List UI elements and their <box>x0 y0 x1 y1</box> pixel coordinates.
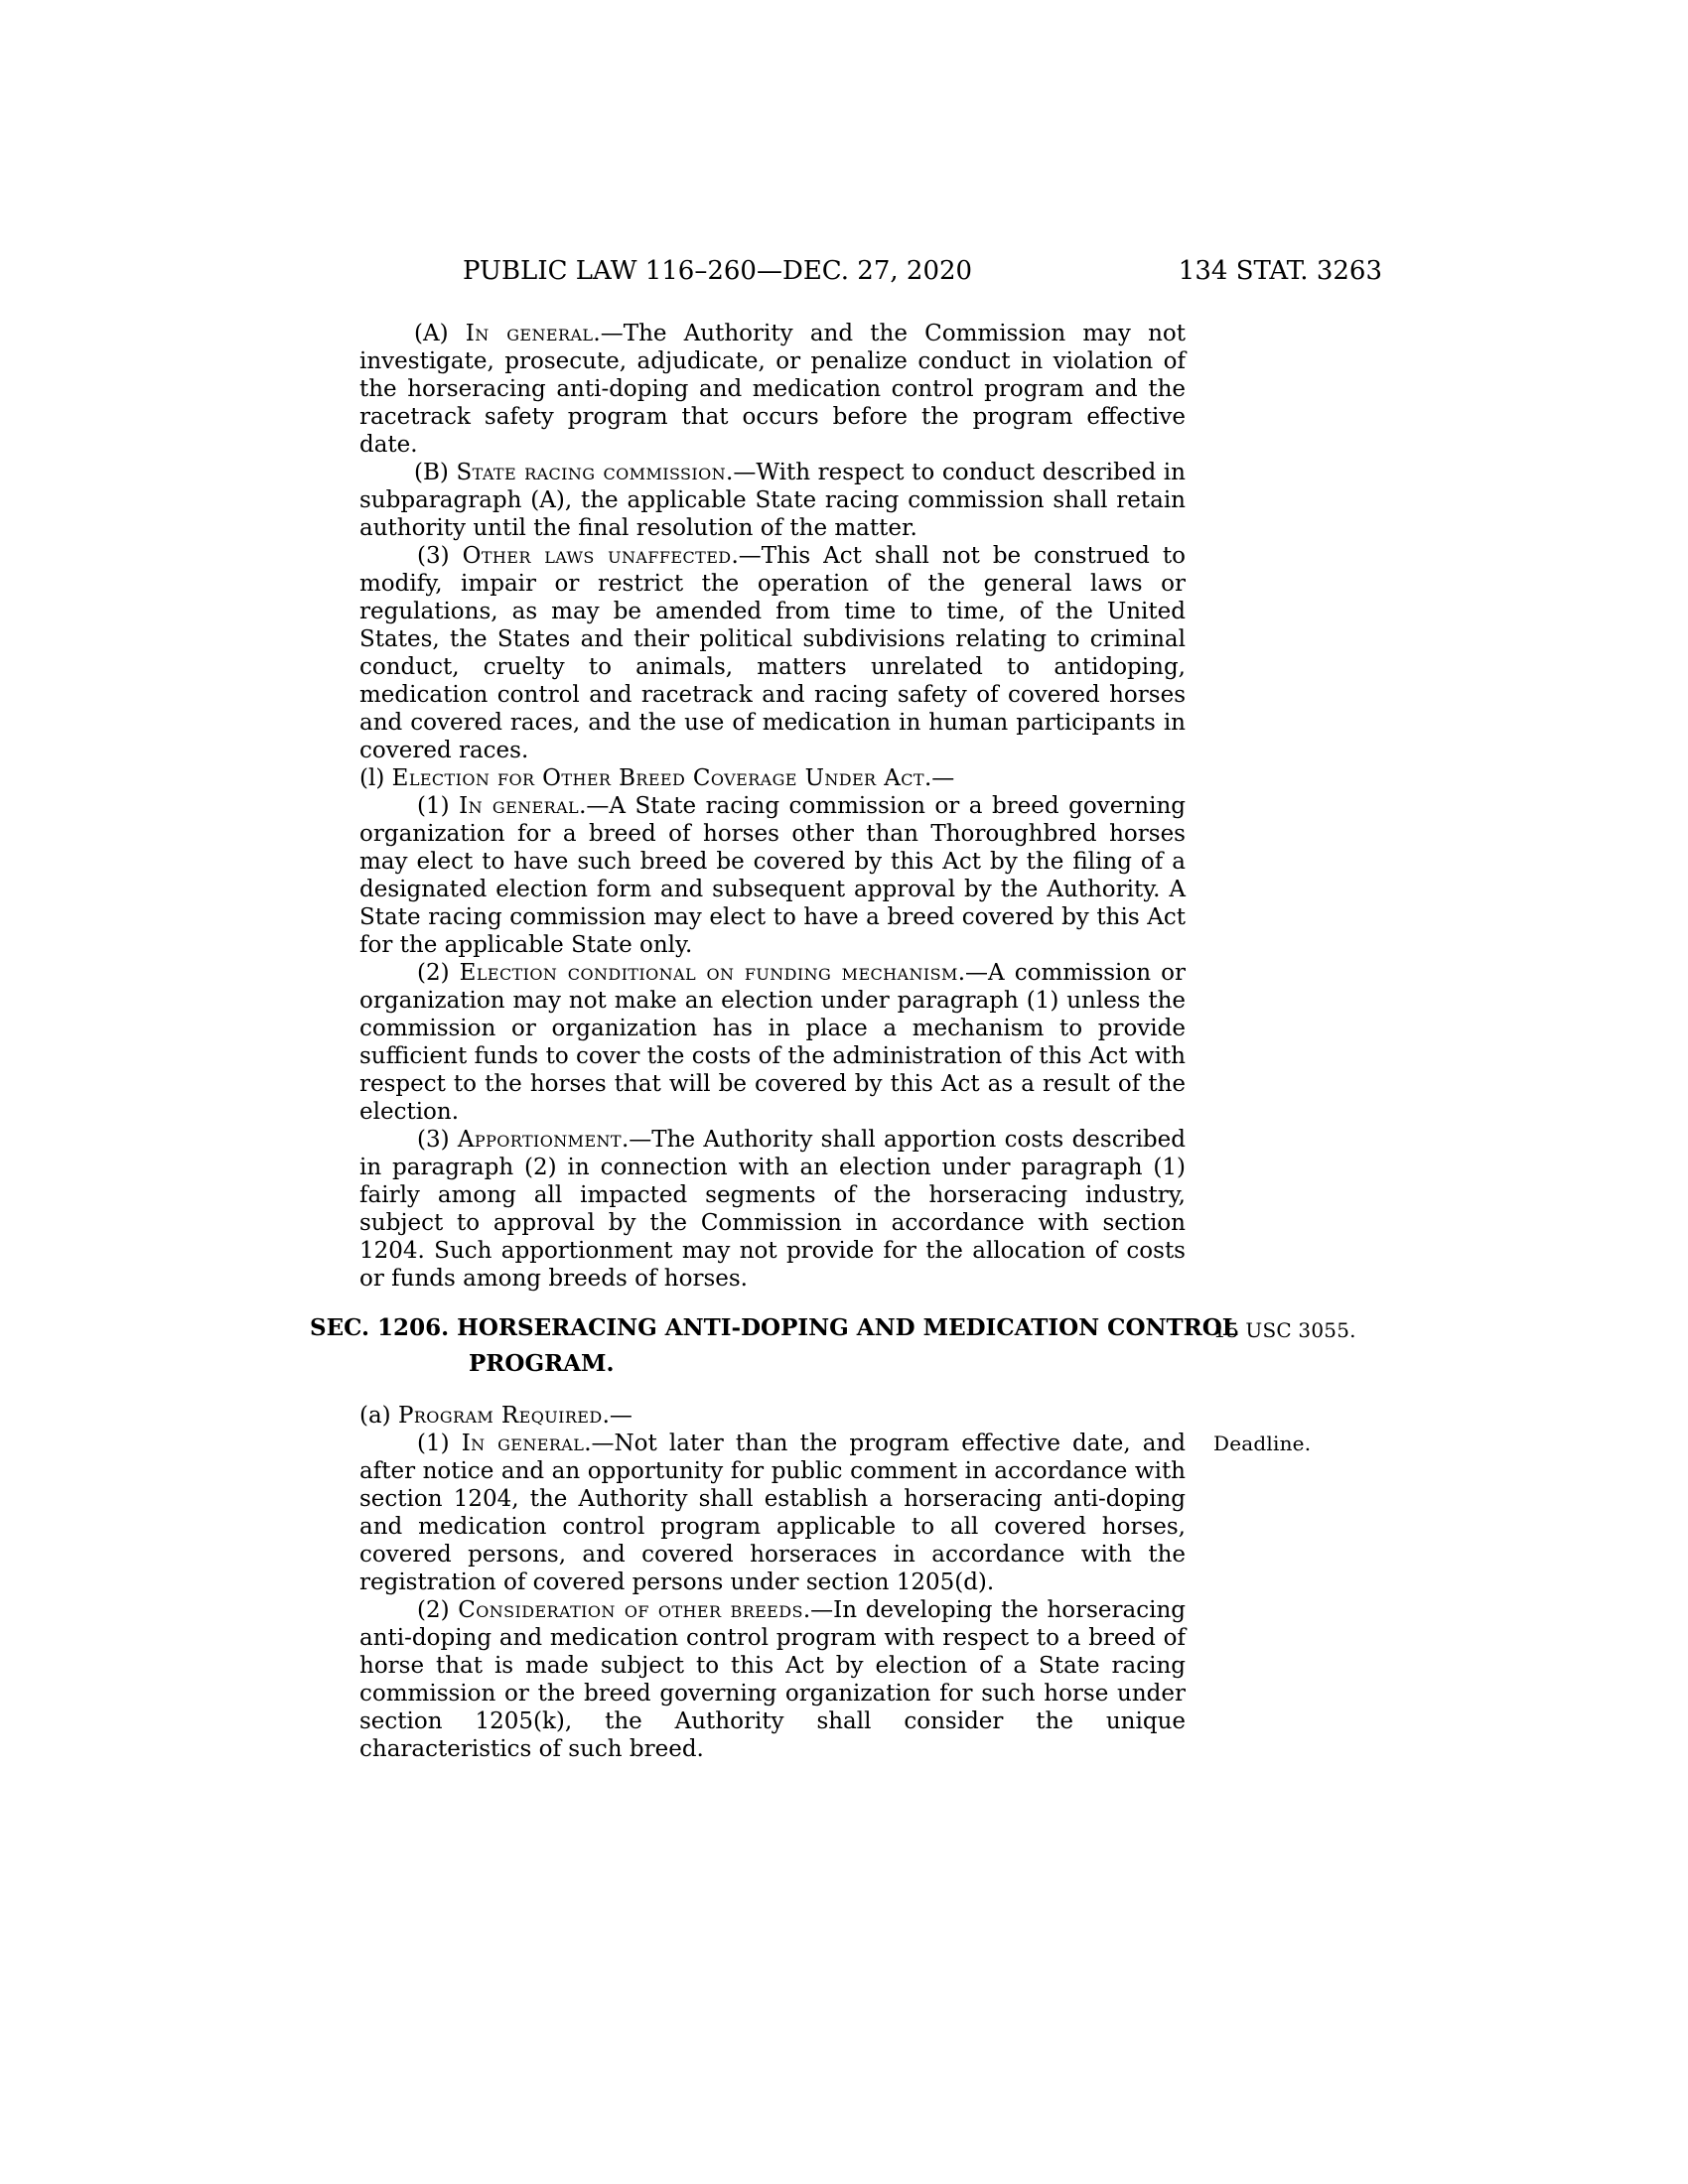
paragraph-text: .—A commission or organization may not make an election under paragraph (1) unless the commission or organization has in place a mechanism to provide sufficient funds to cover the costs of the administration of this Act with respect to the horses that will be covered by this Act as a result of the election. <box>359 960 1187 1125</box>
paragraph-heading: In general <box>465 321 594 346</box>
paragraph-heading: In general <box>459 793 580 819</box>
paragraph-text: .—This Act shall not be construed to modify, impair or restrict the operation of the general laws or regulations, as may be amended from time to time, of the United States, the States and their political subdivisions relating to criminal conduct, cruelty to animals, matters unrelated to antidoping, medication control and racetrack and racing safety of covered horses and covered races, and the use of medication in human participants in covered races. <box>359 543 1186 763</box>
section-heading-line1: SEC. 1206. HORSERACING ANTI-DOPING AND MEDICATION CONTROL <box>310 1314 1238 1341</box>
subparagraph-A-in-general <box>359 320 1186 459</box>
paragraph-2-consideration-other-breeds <box>359 1596 1186 1763</box>
paragraph-label: (2) <box>417 960 460 986</box>
paragraph-label: (1) <box>417 793 460 819</box>
paragraph-label: (3) <box>417 543 463 569</box>
paragraph-heading: Election conditional on funding mechanism <box>459 960 958 986</box>
paragraph-text: .—With respect to conduct described in subparagraph (A), the applicable State racing commission shall retain authority until the final resolution of the matter. <box>359 460 1186 541</box>
paragraph-3-apportionment <box>359 1126 1186 1293</box>
paragraph-label: (2) <box>417 1597 459 1623</box>
paragraph-text: .—In developing the horseracing anti-doping and medication control program with respect to a breed of horse that is made subject to this Act by election of a State racing commission or the breed governing organization for such horse under section 1205(k), the Authority shall consider the unique characteristics of such breed. <box>359 1597 1187 1762</box>
paragraph-text: .— <box>602 1403 633 1429</box>
paragraph-heading: Other laws unaffected <box>462 543 732 569</box>
paragraph-label: (B) <box>414 460 457 485</box>
section-heading-line2: PROGRAM. <box>469 1350 615 1377</box>
paragraph-label: (A) <box>414 321 466 346</box>
paragraph-1-in-general-program <box>359 1430 1312 1596</box>
margin-note-deadline: Deadline. <box>1213 1432 1312 1455</box>
paragraph-2-election-conditional <box>359 959 1186 1126</box>
paragraph-text: .—Not later than the program effective date, and after notice and an opportunity for public comment in accordance with section 1204, the Authority shall establish a horseracing anti-doping and medication control program applicable to all covered horses, covered persons, and covered horseraces in accordance with the registration of covered persons under section 1205(d). <box>359 1431 1186 1595</box>
subsection-a-program-required <box>359 1402 1186 1430</box>
paragraph-heading: Program Required <box>397 1403 603 1429</box>
paragraph-label: (a) <box>359 1403 398 1429</box>
paragraph-label: (l) <box>359 765 392 791</box>
running-head-stat-page: 134 STAT. 3263 <box>1178 256 1382 286</box>
paragraph-heading: In general <box>461 1431 585 1456</box>
statute-text-column <box>310 320 1356 1763</box>
paragraph-heading: Consideration of other breeds <box>458 1597 803 1623</box>
margin-note-usc-citation: 15 USC 3055. <box>1213 1318 1356 1342</box>
subsection-l-election-other-breed <box>359 764 1186 792</box>
paragraph-text: .—A State racing commission or a breed governing organization for a breed of horses other than Thoroughbred horses may elect to have such breed be covered by this Act by the filing of a designated election form and subsequent approval by the Authority. A State racing commission may elect to have a breed covered by this Act for the applicable State only. <box>359 793 1186 958</box>
paragraph-label: (1) <box>417 1431 462 1456</box>
paragraph-heading: State racing commission <box>456 460 727 485</box>
paragraph-text: .— <box>923 765 955 791</box>
paragraph-1-in-general-election <box>359 792 1186 959</box>
paragraph-3-other-laws-unaffected <box>359 542 1186 764</box>
paragraph-label: (3) <box>417 1127 458 1153</box>
paragraph-text: .—The Authority shall apportion costs described in paragraph (2) in connection with an election under paragraph (1) fairly among all impacted segments of the horseracing industry, subject to approval by the Commission in accordance with section 1204. Such apportionment may not provide for the allocation of costs or funds among breeds of horses. <box>359 1127 1186 1292</box>
paragraph-text: .—The Authority and the Commission may not investigate, prosecute, adjudicate, or penalize conduct in violation of the horseracing anti-doping and medication control program and the racetrack safety program that occurs before the program effective date. <box>359 321 1186 458</box>
section-heading-1206 <box>310 1310 1356 1382</box>
running-head-law-citation: PUBLIC LAW 116–260—DEC. 27, 2020 <box>463 256 973 286</box>
paragraph-heading: Apportionment <box>457 1127 622 1153</box>
paragraph-heading: Election for Other Breed Coverage Under Act <box>391 765 924 791</box>
subparagraph-B-state-racing-commission <box>359 459 1186 542</box>
